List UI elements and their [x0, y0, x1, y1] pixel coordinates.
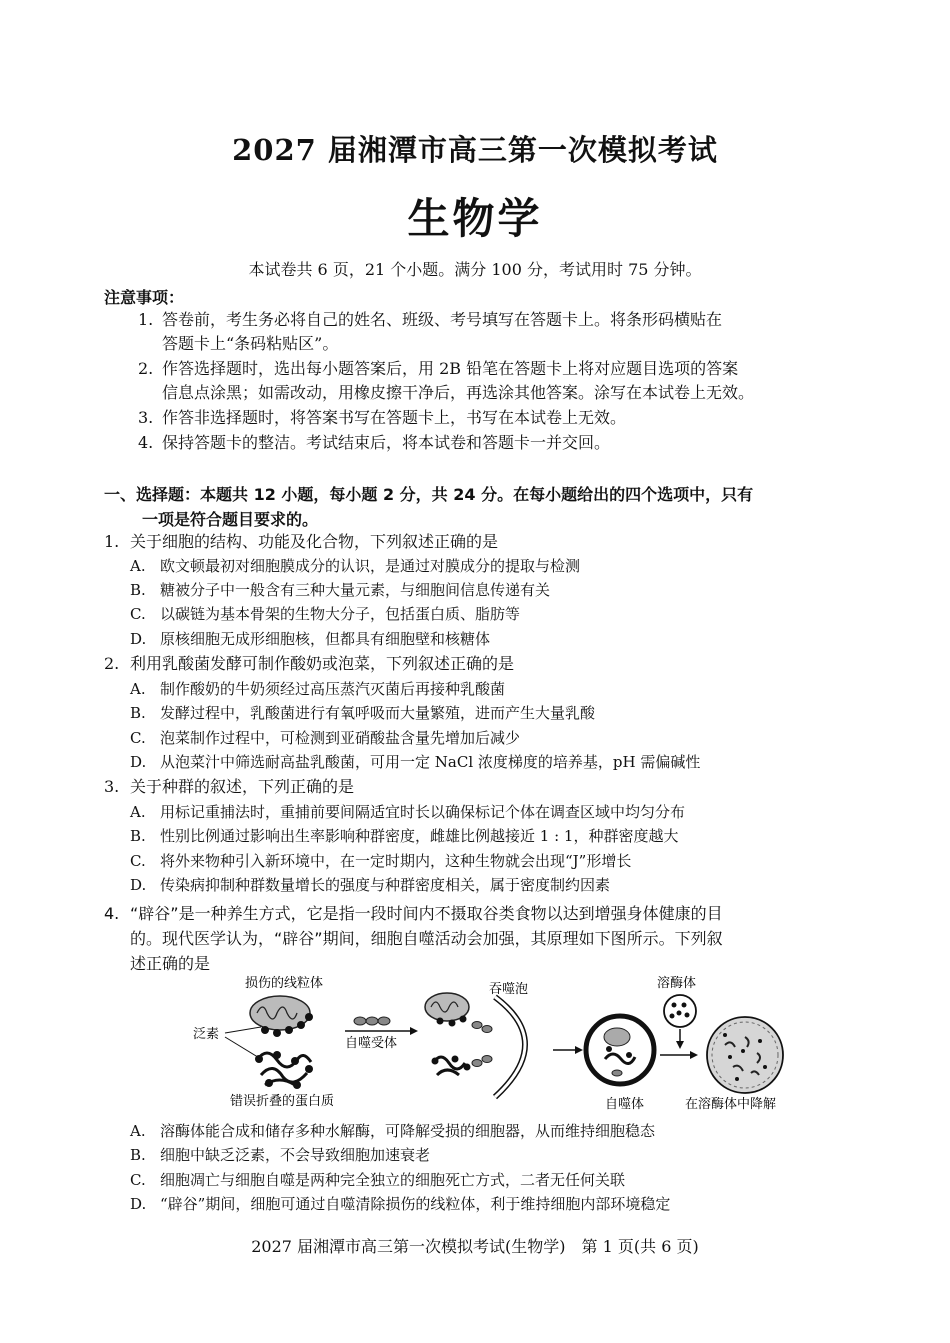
notice-number: 4.	[138, 433, 154, 452]
option-letter: A.	[130, 1122, 146, 1140]
label-phagophore: 吞噬泡	[489, 982, 529, 997]
option-text: 欧文顿最初对细胞膜成分的认识，是通过对膜成分的提取与检测	[160, 557, 581, 575]
question-4-option-a[interactable]	[130, 1119, 850, 1143]
notice-item-2	[138, 357, 858, 405]
option-text: “辟谷”期间，细胞可通过自噬清除损伤的线粒体，利于维持细胞内部环境稳定	[160, 1195, 671, 1213]
question-number: 4.	[104, 904, 120, 923]
option-text: 将外来物种引入新环境中，在一定时期内，这种生物就会出现“J”形增长	[160, 852, 632, 870]
notice-text-cont: 答题卡上“条码粘贴区”。	[162, 334, 339, 353]
question-4-stem	[104, 901, 854, 976]
question-1-option-c[interactable]	[130, 602, 850, 626]
option-letter: C.	[130, 729, 146, 747]
option-text: 传染病抑制种群数量增长的强度与种群密度相关，属于密度制约因素	[160, 876, 611, 894]
damaged-mitochondrion	[250, 996, 313, 1037]
option-letter: A.	[130, 680, 146, 698]
option-letter: C.	[130, 1171, 146, 1189]
notice-number: 2.	[138, 359, 154, 378]
notice-text-cont: 信息点涂黑；如需改动，用橡皮擦干净后，再选涂其他答案。涂写在本试卷上无效。	[162, 383, 755, 402]
section-heading	[104, 482, 854, 532]
option-text: 制作酸奶的牛奶须经过高压蒸汽灭菌后再接种乳酸菌	[160, 680, 506, 698]
question-3-stem	[104, 775, 854, 799]
label-misfolded-protein: 错误折叠的蛋白质	[230, 1094, 335, 1109]
question-stem-line-1: “辟谷”是一种养生方式，它是指一段时间内不摄取谷类食物以达到增强身体健康的目	[130, 904, 723, 923]
option-text: 性别比例通过影响出生率影响种群密度，雌雄比例越接近 1 : 1，种群密度越大	[160, 827, 679, 845]
option-letter: B.	[130, 827, 146, 845]
option-text: 糖被分子中一般含有三种大量元素，与细胞间信息传递有关	[160, 581, 551, 599]
question-1-option-d[interactable]	[130, 627, 850, 651]
page-footer: 2027 届湘潭市高三第一次模拟考试(生物学) 第 1 页(共 6 页)	[251, 1237, 699, 1256]
question-stem: 关于种群的叙述，下列正确的是	[130, 777, 355, 796]
question-1-stem	[104, 530, 854, 554]
option-text: 细胞凋亡与细胞自噬是两种完全独立的细胞死亡方式，二者无任何关联	[160, 1171, 626, 1189]
option-letter: C.	[130, 605, 146, 623]
notice-text: 保持答题卡的整洁。考试结束后，将本试卷和答题卡一并交回。	[162, 433, 611, 452]
question-3-option-b[interactable]	[130, 824, 850, 848]
option-letter: A.	[130, 803, 146, 821]
autophagosome	[586, 1016, 654, 1084]
question-3-option-d[interactable]	[130, 873, 850, 897]
label-autophagy-receptor: 自噬受体	[345, 1036, 398, 1051]
phagophore-membrane-inner	[495, 997, 525, 1097]
option-letter: D.	[130, 876, 147, 894]
question-stem-line-3: 述正确的是	[130, 954, 211, 973]
notice-item-3	[138, 406, 858, 430]
question-number: 2.	[104, 654, 120, 673]
question-number: 1.	[104, 532, 120, 551]
label-damaged-mitochondria: 损伤的线粒体	[245, 976, 324, 991]
option-text: 原核细胞无成形细胞核，但都具有细胞壁和核糖体	[160, 630, 491, 648]
question-2-option-b[interactable]	[130, 701, 850, 725]
arrow-head	[690, 1051, 698, 1059]
misfolded-protein	[255, 1051, 313, 1089]
option-text: 溶酶体能合成和储存多种水解酶，可降解受损的细胞器，从而维持细胞稳态	[160, 1122, 656, 1140]
option-letter: B.	[130, 1146, 146, 1164]
question-number: 3.	[104, 777, 120, 796]
autophagy-receptor	[354, 1017, 390, 1025]
notice-item-1	[138, 308, 858, 356]
option-text: 从泡菜汁中筛选耐高盐乳酸菌，可用一定 NaCl 浓度梯度的培养基，pH 需偏碱性	[160, 753, 701, 771]
exam-intro: 本试卷共 6 页，21 个小题。满分 100 分，考试用时 75 分钟。	[248, 260, 702, 279]
notice-heading: 注意事项：	[104, 288, 185, 307]
notice-text: 作答非选择题时，将答案书写在答题卡上，书写在本试卷上无效。	[162, 408, 627, 427]
option-letter: D.	[130, 1195, 147, 1213]
label-autophagosome: 自噬体	[605, 1097, 645, 1112]
autophagy-diagram	[185, 975, 805, 1115]
question-4-option-d[interactable]	[130, 1192, 850, 1216]
degradation-lysosome	[707, 1017, 783, 1093]
question-1-option-a[interactable]	[130, 554, 850, 578]
arrow-head	[410, 1027, 418, 1035]
label-ubiquitin: 泛素	[193, 1027, 220, 1042]
arrow-head	[575, 1046, 583, 1054]
pointer-line	[225, 1027, 261, 1033]
option-text: 以碳链为基本骨架的生物大分子，包括蛋白质、脂肪等	[160, 605, 521, 623]
notice-item-4	[138, 431, 858, 455]
exam-title: 2027 届湘潭市高三第一次模拟考试	[232, 133, 718, 167]
question-4-option-c[interactable]	[130, 1168, 850, 1192]
option-letter: D.	[130, 753, 147, 771]
option-letter: A.	[130, 557, 146, 575]
option-letter: C.	[130, 852, 146, 870]
question-1-option-b[interactable]	[130, 578, 850, 602]
option-letter: B.	[130, 581, 146, 599]
option-text: 泡菜制作过程中，可检测到亚硝酸盐含量先增加后减少	[160, 729, 521, 747]
arrow-head	[676, 1041, 684, 1049]
cargo-with-receptor	[425, 993, 492, 1075]
question-4-option-b[interactable]	[130, 1143, 850, 1167]
pointer-line	[225, 1037, 261, 1059]
question-stem: 利用乳酸菌发酵可制作酸奶或泡菜，下列叙述正确的是	[130, 654, 515, 673]
option-letter: B.	[130, 704, 146, 722]
question-3-option-c[interactable]	[130, 849, 850, 873]
question-stem-line-2: 的。现代医学认为，“辟谷”期间，细胞自噬活动会加强，其原理如下图所示。下列叙	[130, 929, 723, 948]
label-lysosome: 溶酶体	[657, 976, 697, 991]
notice-number: 3.	[138, 408, 154, 427]
option-text: 发酵过程中，乳酸菌进行有氧呼吸而大量繁殖，进而产生大量乳酸	[160, 704, 596, 722]
option-text: 细胞中缺乏泛素，不会导致细胞加速衰老	[160, 1146, 431, 1164]
subject-title: 生物学	[407, 194, 543, 243]
section-line-2: 一项是符合题目要求的。	[142, 510, 319, 529]
option-letter: D.	[130, 630, 147, 648]
question-stem: 关于细胞的结构、功能及化合物，下列叙述正确的是	[130, 532, 499, 551]
question-2-option-c[interactable]	[130, 726, 850, 750]
question-2-option-a[interactable]	[130, 677, 850, 701]
notice-text: 答卷前，考生务必将自己的姓名、班级、考号填写在答题卡上。将条形码横贴在	[162, 310, 723, 329]
lysosome-icon	[664, 995, 696, 1027]
section-line-1: 一、选择题：本题共 12 小题，每小题 2 分，共 24 分。在每小题给出的四个选项中，只有	[104, 485, 754, 504]
question-2-option-d[interactable]	[130, 750, 850, 774]
notice-number: 1.	[138, 310, 154, 329]
label-degrade-in-lysosome: 在溶酶体中降解	[685, 1097, 777, 1112]
option-text: 用标记重捕法时，重捕前要间隔适宜时长以确保标记个体在调查区域中均匀分布	[160, 803, 686, 821]
question-3-option-a[interactable]	[130, 800, 850, 824]
question-2-stem	[104, 652, 854, 676]
notice-text: 作答选择题时，选出每小题答案后，用 2B 铅笔在答题卡上将对应题目选项的答案	[162, 359, 739, 378]
